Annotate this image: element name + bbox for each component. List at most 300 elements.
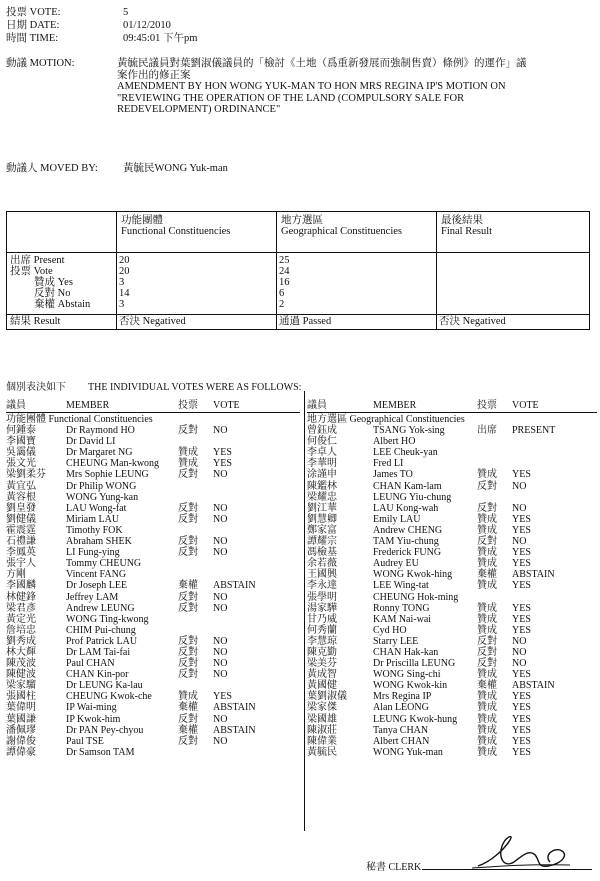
header-vote: VOTE [512, 400, 539, 411]
member-name: CHEUNG Man-kwong [66, 458, 160, 470]
vote-number-label: 投票 VOTE: [6, 7, 61, 18]
member-name-zh: 湯家驊 [307, 602, 337, 614]
vote-value: YES [512, 547, 531, 559]
final-result: 否決 Negatived [439, 316, 506, 327]
votes-title [6, 378, 301, 393]
vote-value: NO [213, 735, 228, 747]
moved-by-value: 黃毓民WONG Yuk-man [123, 163, 228, 174]
member-name-zh: 謝偉俊 [6, 735, 36, 747]
member-name: Dr PAN Pey-chyou [66, 724, 144, 736]
member-name: Fred LI [373, 458, 404, 470]
col-header-geographical-zh: 地方選區 [281, 215, 323, 226]
vote-zh: 棄權 [477, 569, 497, 581]
vote-value: YES [512, 713, 531, 725]
member-name-zh: 劉慧卿 [307, 513, 337, 525]
right-list [307, 414, 597, 758]
member-name: Prof Patrick LAU [66, 635, 138, 647]
table-divider [436, 212, 437, 329]
member-name-zh: 陳淑莊 [307, 724, 337, 736]
vote-value: YES [213, 447, 232, 459]
member-name: WONG Yung-kan [66, 491, 139, 503]
vote-value: NO [213, 513, 228, 525]
left-rows [6, 425, 302, 758]
vote-zh: 反對 [178, 646, 198, 658]
member-name-zh: 劉江華 [307, 502, 337, 514]
vote-value: YES [512, 724, 531, 736]
member-name-zh: 何鍾泰 [6, 425, 36, 437]
member-row [307, 625, 597, 636]
vote-zh: 贊成 [477, 724, 497, 736]
member-row [307, 592, 597, 603]
vote-value: NO [213, 646, 228, 658]
member-name: Miriam LAU [66, 513, 120, 525]
clerk-signature [470, 832, 580, 879]
functional-present: 20 [119, 255, 130, 266]
vote-value: NO [213, 425, 228, 437]
vote-zh: 反對 [178, 591, 198, 603]
vote-zh: 反對 [477, 658, 497, 670]
functional-result: 否決 Negatived [119, 316, 186, 327]
member-name-zh: 詹培忠 [6, 624, 36, 636]
member-name-zh: 譚偉豪 [6, 746, 36, 758]
motion-line: "REVIEWING THE OPERATION OF THE LAND (COMPULSORY SALE FOR [117, 92, 465, 104]
table-divider [7, 314, 589, 315]
vote-value: YES [512, 602, 531, 614]
member-name-zh: 梁劉柔芬 [6, 469, 46, 481]
member-name-zh: 黃成智 [307, 669, 337, 681]
member-name-zh: 黃國健 [307, 680, 337, 692]
member-row [307, 669, 597, 680]
vote-zh: 反對 [178, 735, 198, 747]
member-name-zh: 張學明 [307, 591, 337, 603]
vote-zh: 贊成 [477, 547, 497, 559]
member-row [6, 625, 302, 636]
member-name-zh: 陳鑑林 [307, 480, 337, 492]
member-row [6, 525, 302, 536]
vote-zh: 反對 [178, 658, 198, 670]
member-name: Dr LAM Tai-fai [66, 646, 131, 658]
member-name: Jeffrey LAM [66, 591, 119, 603]
right-rows [307, 425, 597, 758]
member-row [307, 447, 597, 458]
member-name: TAM Yiu-chung [373, 536, 439, 548]
member-name: Albert CHAN [373, 735, 430, 747]
header-member: MEMBER [66, 400, 110, 411]
member-name: LAU Wong-fat [66, 502, 127, 514]
table-divider [7, 252, 589, 253]
col-header-geographical-en: Geographical Constituencies [281, 226, 403, 237]
member-name-zh: 梁美芬 [307, 658, 337, 670]
member-name: Mrs Sophie LEUNG [66, 469, 149, 481]
member-row [6, 547, 302, 558]
table-divider [276, 212, 277, 329]
member-row [307, 680, 597, 691]
member-row [6, 514, 302, 525]
member-name: WONG Kwok-hing [373, 569, 453, 581]
time-label: 時間 TIME: [6, 33, 59, 44]
member-name: CHAN Kin-por [66, 669, 129, 681]
member-name-zh: 葉劉淑儀 [307, 691, 347, 703]
member-name-zh: 劉健儀 [6, 513, 36, 525]
vote-value: ABSTAIN [213, 580, 256, 592]
member-row [307, 536, 597, 547]
member-name: Frederick FUNG [373, 547, 442, 559]
motion-label: 動議 MOTION: [6, 58, 75, 69]
member-name: WONG Sing-chi [373, 669, 441, 681]
member-name: LEE Wing-tat [373, 580, 429, 592]
right-section-title: 地方選區 Geographical Constituencies [307, 414, 465, 425]
member-name-zh: 張國柱 [6, 691, 36, 703]
member-name: IP Kwok-him [66, 713, 121, 725]
clerk-signature-line [422, 869, 592, 870]
member-name-zh: 林健鋒 [6, 591, 36, 603]
member-name-zh: 馮檢基 [307, 547, 337, 559]
member-row [307, 481, 597, 492]
member-row [6, 447, 302, 458]
member-name: Albert HO [373, 436, 416, 448]
member-name: Dr Priscilla LEUNG [373, 658, 456, 670]
vote-zh: 出席 [477, 425, 497, 437]
member-name: Tommy CHEUNG [66, 558, 142, 570]
vote-zh: 棄權 [178, 580, 198, 592]
vote-zh: 反對 [477, 502, 497, 514]
member-row [307, 691, 597, 702]
left-section-title: 功能團體 Functional Constituencies [6, 414, 153, 425]
list-header-rule [6, 412, 300, 413]
member-row [307, 569, 597, 580]
vote-value: YES [512, 580, 531, 592]
header-member-zh: 議員 [307, 400, 327, 411]
column-separator [304, 391, 305, 831]
votes-title-en: THE INDIVIDUAL VOTES WERE AS FOLLOWS: [88, 382, 302, 393]
member-row [6, 691, 302, 702]
vote-zh: 贊成 [178, 691, 198, 703]
vote-zh: 贊成 [477, 513, 497, 525]
vote-zh: 棄權 [477, 680, 497, 692]
vote-value: YES [512, 613, 531, 625]
row-label-present: 出席 Present [10, 255, 65, 266]
header-member: MEMBER [373, 400, 417, 411]
member-row [6, 558, 302, 569]
member-row [307, 492, 597, 503]
summary-table [6, 211, 590, 330]
time-value: 09:45:01 下午pm [123, 33, 198, 44]
vote-value: YES [213, 458, 232, 470]
vote-value: NO [512, 536, 527, 548]
member-name: CHAN Hak-kan [373, 646, 439, 658]
vote-zh: 贊成 [178, 447, 198, 459]
member-row [6, 592, 302, 603]
table-divider [116, 212, 117, 329]
geographical-yes: 16 [279, 277, 290, 288]
member-row [307, 503, 597, 514]
member-name: LEUNG Yiu-chung [373, 491, 452, 503]
member-row [6, 481, 302, 492]
vote-value: NO [512, 635, 527, 647]
vote-value: ABSTAIN [213, 724, 256, 736]
vote-zh: 贊成 [477, 469, 497, 481]
date-value: 01/12/2010 [123, 20, 171, 31]
member-name-zh: 曾鈺成 [307, 425, 337, 437]
header-vote-zh: 投票 [477, 400, 497, 411]
member-name: Emily LAU [373, 513, 421, 525]
member-name-zh: 黃定光 [6, 613, 36, 625]
vote-value: YES [512, 746, 531, 758]
member-name-zh: 涂謹申 [307, 469, 337, 481]
vote-value: NO [213, 658, 228, 670]
col-header-final-en: Final Result [441, 226, 493, 237]
vote-value: ABSTAIN [213, 702, 256, 714]
row-label-result: 結果 Result [10, 316, 61, 327]
row-label-vote: 投票 Vote [10, 266, 53, 277]
member-row [6, 747, 302, 758]
vote-value: PRESENT [512, 425, 556, 437]
vote-zh: 反對 [178, 713, 198, 725]
vote-zh: 反對 [477, 635, 497, 647]
vote-value: YES [512, 735, 531, 747]
vote-value: NO [213, 713, 228, 725]
vote-number-row [6, 7, 596, 19]
member-name-zh: 林大輝 [6, 646, 36, 658]
member-name: Dr LEUNG Ka-lau [66, 680, 143, 692]
member-name-zh: 王國興 [307, 569, 337, 581]
member-name: Dr Joseph LEE [66, 580, 128, 592]
col-header-functional-zh: 功能團體 [121, 215, 163, 226]
date-row [6, 20, 596, 32]
member-name-zh: 梁家傑 [307, 702, 337, 714]
member-name: Starry LEE [373, 635, 419, 647]
vote-value: NO [213, 502, 228, 514]
member-name-zh: 譚耀宗 [307, 536, 337, 548]
vote-zh: 贊成 [477, 580, 497, 592]
member-name: WONG Yuk-man [373, 746, 443, 758]
vote-value: NO [512, 502, 527, 514]
functional-no: 14 [119, 288, 130, 299]
col-header-final-zh: 最後結果 [441, 215, 483, 226]
vote-zh: 反對 [178, 513, 198, 525]
vote-zh: 反對 [178, 635, 198, 647]
member-name-zh: 劉秀成 [6, 635, 36, 647]
member-name-zh: 梁君彥 [6, 602, 36, 614]
member-name: Alan LEONG [373, 702, 429, 714]
member-row [6, 436, 302, 447]
member-row [307, 614, 597, 625]
member-name: Tanya CHAN [373, 724, 429, 736]
member-name: IP Wai-ming [66, 702, 117, 714]
member-row [6, 736, 302, 747]
member-name-zh: 李鳳英 [6, 547, 36, 559]
member-row [307, 547, 597, 558]
member-row [307, 658, 597, 669]
member-row [307, 558, 597, 569]
member-name: KAM Nai-wai [373, 613, 432, 625]
member-name-zh: 李國寶 [6, 436, 36, 448]
member-name-zh: 霍震霆 [6, 524, 36, 536]
vote-value: YES [512, 524, 531, 536]
member-name-zh: 劉皇發 [6, 502, 36, 514]
member-name-zh: 陳健波 [6, 669, 36, 681]
member-name-zh: 梁家騮 [6, 680, 36, 692]
vote-zh: 反對 [178, 425, 198, 437]
vote-zh: 反對 [178, 669, 198, 681]
vote-value: NO [213, 669, 228, 681]
vote-zh: 反對 [477, 480, 497, 492]
member-row [6, 680, 302, 691]
vote-zh: 棄權 [178, 702, 198, 714]
member-name-zh: 潘佩璆 [6, 724, 36, 736]
vote-value: NO [213, 469, 228, 481]
member-row [6, 503, 302, 514]
member-row [6, 458, 302, 469]
member-name: CHEUNG Hok-ming [373, 591, 459, 603]
member-name: Abraham SHEK [66, 536, 132, 548]
vote-value: YES [213, 691, 232, 703]
member-name-zh: 黃宜弘 [6, 480, 36, 492]
member-name-zh: 陳茂波 [6, 658, 36, 670]
member-name-zh: 陳克勤 [307, 646, 337, 658]
member-row [307, 647, 597, 658]
member-name: Andrew CHENG [373, 524, 443, 536]
vote-zh: 贊成 [477, 713, 497, 725]
moved-by-label: 動議人 MOVED BY: [6, 163, 98, 174]
vote-value: ABSTAIN [512, 569, 555, 581]
functional-abstain: 3 [119, 299, 125, 310]
row-label-no: 反對 No [34, 288, 71, 299]
vote-value: NO [213, 602, 228, 614]
member-name-zh: 李華明 [307, 458, 337, 470]
header-vote-zh: 投票 [178, 400, 198, 411]
member-name-zh: 李卓人 [307, 447, 337, 459]
left-list [6, 414, 302, 758]
member-row [307, 458, 597, 469]
motion-line: 案作出的修正案 [117, 69, 191, 81]
list-header-rule [307, 412, 597, 413]
member-name: Andrew LEUNG [66, 602, 135, 614]
vote-value: YES [512, 624, 531, 636]
member-name-zh: 葉偉明 [6, 702, 36, 714]
member-name: WONG Ting-kwong [66, 613, 149, 625]
member-name: Timothy FOK [66, 524, 123, 536]
member-name: James TO [373, 469, 413, 481]
vote-zh: 贊成 [477, 602, 497, 614]
geographical-present: 25 [279, 255, 290, 266]
member-name: WONG Kwok-kin [373, 680, 448, 692]
vote-zh: 反對 [178, 602, 198, 614]
member-name-zh: 梁國雄 [307, 713, 337, 725]
member-name-zh: 李慧琼 [307, 635, 337, 647]
member-name: CHIM Pui-chung [66, 624, 136, 636]
member-row [6, 469, 302, 480]
vote-zh: 贊成 [477, 558, 497, 570]
member-row [6, 658, 302, 669]
member-name-zh: 方剛 [6, 569, 26, 581]
clerk-label: 秘書 CLERK [366, 862, 422, 873]
vote-zh: 贊成 [477, 524, 497, 536]
member-name-zh: 黃容根 [6, 491, 36, 503]
motion-text [117, 58, 597, 116]
functional-yes: 3 [119, 277, 125, 288]
member-row [307, 580, 597, 591]
member-name: Vincent FANG [66, 569, 127, 581]
member-name-zh: 何俊仁 [307, 436, 337, 448]
vote-zh: 贊成 [477, 735, 497, 747]
time-row [6, 33, 596, 45]
member-name-zh: 鄭家富 [307, 524, 337, 536]
member-row [6, 636, 302, 647]
member-row [6, 702, 302, 713]
motion-line: 黃毓民議員對葉劉淑儀議員的「檢討《土地（爲重新發展而強制售賣）條例》的運作」議 [117, 58, 527, 69]
vote-value: NO [213, 635, 228, 647]
vote-value: YES [512, 669, 531, 681]
member-name-zh: 張文光 [6, 458, 36, 470]
vote-zh: 贊成 [477, 746, 497, 758]
member-name-zh: 何秀蘭 [307, 624, 337, 636]
row-label-abstain: 棄權 Abstain [34, 299, 91, 310]
vote-value: NO [512, 646, 527, 658]
member-name: Dr Raymond HO [66, 425, 135, 437]
member-name: Dr Philip WONG [66, 480, 137, 492]
vote-value: YES [512, 469, 531, 481]
member-name-zh: 張宇人 [6, 558, 36, 570]
vote-value: YES [512, 513, 531, 525]
member-name: LEUNG Kwok-hung [373, 713, 458, 725]
vote-value: YES [512, 702, 531, 714]
member-name: Ronny TONG [373, 602, 430, 614]
date-label: 日期 DATE: [6, 20, 60, 31]
member-name-zh: 李永達 [307, 580, 337, 592]
functional-vote: 20 [119, 266, 130, 277]
header-vote: VOTE [213, 400, 240, 411]
member-name: Cyd HO [373, 624, 407, 636]
member-name: Paul CHAN [66, 658, 115, 670]
member-name: Dr David LI [66, 436, 116, 448]
member-name: Dr Margaret NG [66, 447, 133, 459]
vote-value: YES [512, 558, 531, 570]
member-row [6, 492, 302, 503]
member-name-zh: 余若薇 [307, 558, 337, 570]
vote-zh: 棄權 [178, 724, 198, 736]
member-row [307, 636, 597, 647]
right-list-title [307, 414, 597, 425]
geographical-abstain: 2 [279, 299, 285, 310]
vote-value: NO [213, 536, 228, 548]
vote-zh: 贊成 [178, 458, 198, 470]
motion-line: REDEVELOPMENT) ORDINANCE" [117, 104, 281, 115]
member-name: LEE Cheuk-yan [373, 447, 438, 459]
col-header-functional-en: Functional Constituencies [121, 226, 231, 237]
member-row [6, 725, 302, 736]
vote-zh: 贊成 [477, 702, 497, 714]
member-name-zh: 甘乃威 [307, 613, 337, 625]
header-member-zh: 議員 [6, 400, 26, 411]
vote-value: ABSTAIN [512, 680, 555, 692]
vote-zh: 贊成 [477, 691, 497, 703]
right-list-header [307, 400, 597, 411]
member-name: CHEUNG Kwok-che [66, 691, 152, 703]
member-row [6, 603, 302, 614]
member-name-zh: 黃毓民 [307, 746, 337, 758]
vote-value: NO [512, 480, 527, 492]
left-list-header [6, 400, 302, 411]
vote-zh: 贊成 [477, 669, 497, 681]
member-row [307, 736, 597, 747]
vote-zh: 反對 [178, 502, 198, 514]
member-row [307, 525, 597, 536]
vote-value: YES [512, 691, 531, 703]
member-name: Dr Samson TAM [66, 746, 135, 758]
member-name-zh: 梁耀忠 [307, 491, 337, 503]
member-row [307, 469, 597, 480]
